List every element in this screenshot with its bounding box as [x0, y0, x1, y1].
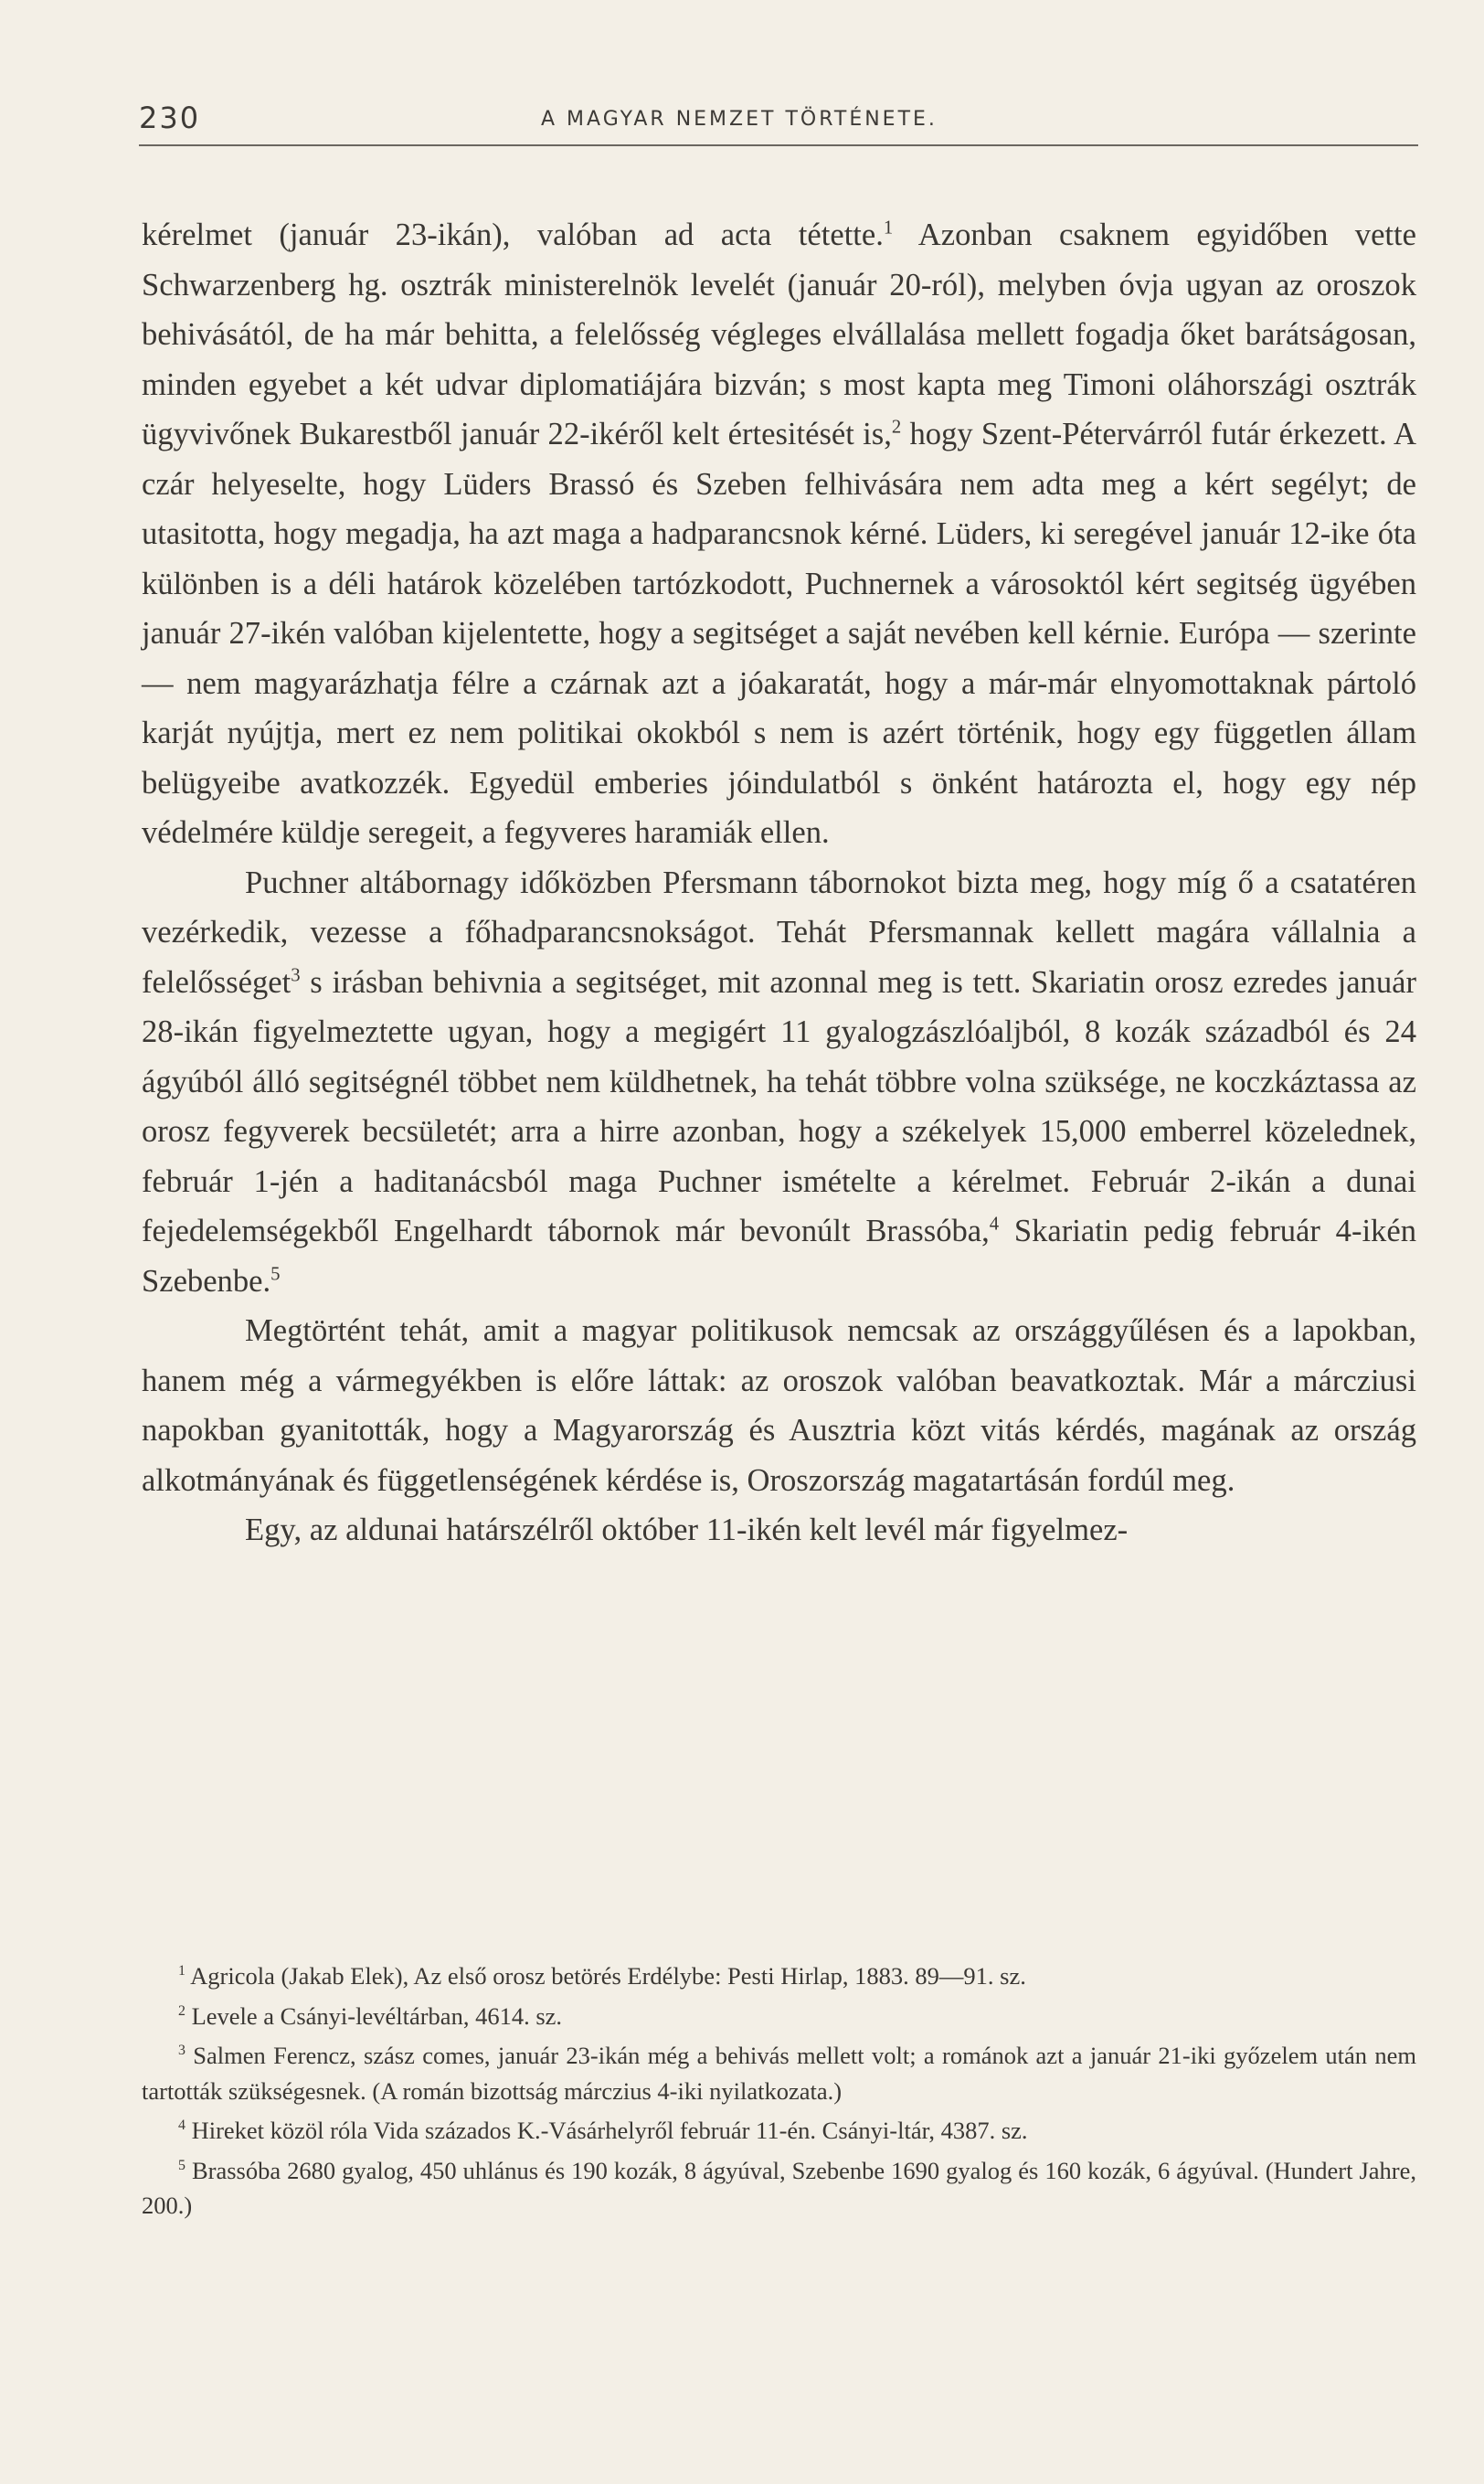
- footnote-number: 5: [178, 2157, 186, 2173]
- body-text: [142, 210, 1416, 1555]
- text-run: Skariatin pedig február 4-ikén Szebenbe.: [142, 1214, 1416, 1299]
- footnote-text: Agricola (Jakab Elek), Az első orosz betörés Erdélybe: Pesti Hirlap, 1883. 89—91. sz.: [185, 1962, 1026, 1990]
- page-header: [139, 101, 1418, 146]
- footnote-ref-2: 2: [891, 417, 902, 438]
- text-run: hogy Szent-Pétervárról futár érkezett. A czár helyeselte, hogy Lüders Brassó és Szeben felhivására nem adta meg a kért segélyt; de utasitotta, hogy megadja, ha azt maga a hadparancsnok kérné. Lüders, ki seregével január 12-ike óta különben is a déli határok közelében tartózkodott, Puchnernek a városoktól kért segitség ügyében január 27-ikén valóban kijelentette, hogy a segitséget a saját nevében kell kérnie. Európa — szerinte — nem magyarázhatja félre a czárnak azt a jóakaratát, hogy a már-már elnyomottaknak pártoló karját nyújtja, mert ez nem politikai okokból s nem is azért történik, hogy egy független állam belügyeibe avatkozzék. Egyedül emberies jóindulatból s önként határozta el, hogy egy nép védelmére küldje seregeit, a fegyveres haramiák ellen.: [142, 417, 1416, 850]
- footnote-ref-3: 3: [291, 964, 301, 985]
- paragraph-4: Egy, az aldunai határszélről október 11-ikén kelt levél már figyelmez-: [245, 1513, 1129, 1547]
- footnote-number: 1: [178, 1963, 186, 1980]
- footnote-number: 2: [178, 2002, 186, 2019]
- footnote-text: Hireket közöl róla Vida százados K.-Vásárhelyről február 11-én. Csányi-ltár, 4387. sz.: [185, 2117, 1028, 2144]
- footnote-4: [142, 2113, 1416, 2149]
- page-number: 230: [139, 101, 201, 135]
- footnote-text: Levele a Csányi-levéltárban, 4614. sz.: [185, 2001, 563, 2030]
- footnotes: [142, 1959, 1416, 2224]
- paragraph-1: [142, 210, 1416, 858]
- text-run: Azonban csaknem egyidőben vette Schwarzenberg hg. osztrák ministerelnök levelét (január 20-ról), melyben óvja ugyan az oroszok behivásától, de ha már behitta, a felelősség végleges elvállalása mellett fogadja őket barátságosan, minden egyebet a két udvar diplomatiájára bizván; s most kapta meg Timoni oláhországi osztrák ügyvivőnek Bukarestből január 22-ikéről kelt értesitését is,: [142, 218, 1416, 451]
- footnote-5: [142, 2153, 1416, 2224]
- footnote-text: Brassóba 2680 gyalog, 450 uhlánus és 190 kozák, 8 ágyúval, Szebenbe 1690 gyalog és 160 kozák, 6 ágyúval. (Hundert Jahre, 200.): [142, 2156, 1416, 2219]
- footnote-3: [142, 2038, 1416, 2108]
- paragraph-2: [142, 858, 1416, 1307]
- text-run: s irásban behivnia a segitséget, mit azonnal meg is tett. Skariatin orosz ezredes január 28-ikán figyelmeztette ugyan, hogy a megigért 11 gyalogzászlóaljból, 8 kozák századból és 24 ágyúból álló segitségnél többet nem küldhetnek, ha tehát többre volna szüksége, ne koczkáztassa az orosz fegyverek becsületét; arra a hirre azonban, hogy a székelyek 15,000 emberrel közelednek, február 1-jén a haditanácsból maga Puchner ismételte a kérelmet. Február 2-ikán a dunai fejedelemségekből Engelhardt tábornok már bevonúlt Brassóba,: [142, 964, 1416, 1248]
- paragraph-3: Megtörtént tehát, amit a magyar politikusok nemcsak az országgyűlésen és a lapokban, hanem még a vármegyékben is előre láttak: az oroszok valóban beavatkoztak. Már a márcziusi napokban gyanitották, hogy a Magyarország és Ausztria közt vitás kérdés, magának az ország alkotmányának és függetlenségének kérdése is, Oroszország magatartásán fordúl meg.: [142, 1313, 1416, 1498]
- text-run: Puchner altábornagy időközben Pfersmann tábornokot bizta meg, hogy míg ő a csatatéren vezérkedik, vezesse a főhadparancsnokságot. Tehát Pfersmannak kellett magára vállalnia a felelősséget: [142, 865, 1416, 1000]
- footnote-ref-4: 4: [989, 1214, 1000, 1235]
- footnote-number: 3: [178, 2043, 186, 2059]
- footnote-number: 4: [178, 2118, 186, 2134]
- footnote-ref-5: 5: [270, 1263, 281, 1284]
- running-title: A MAGYAR NEMZET TÖRTÉNETE.: [541, 108, 938, 131]
- text-run: kérelmet (január 23-ikán), valóban ad acta tétette.: [142, 218, 884, 252]
- footnote-1: [142, 1959, 1416, 1994]
- footnote-text: Salmen Ferencz, szász comes, január 23-ikán még a behivás mellett volt; a románok azt a január 21-iki győzelem után nem tartották szükségesnek. (A román bizottság márczius 4-iki nyilatkozata.): [142, 2042, 1416, 2105]
- footnote-2: [142, 1999, 1416, 2034]
- footnote-ref-1: 1: [883, 218, 894, 239]
